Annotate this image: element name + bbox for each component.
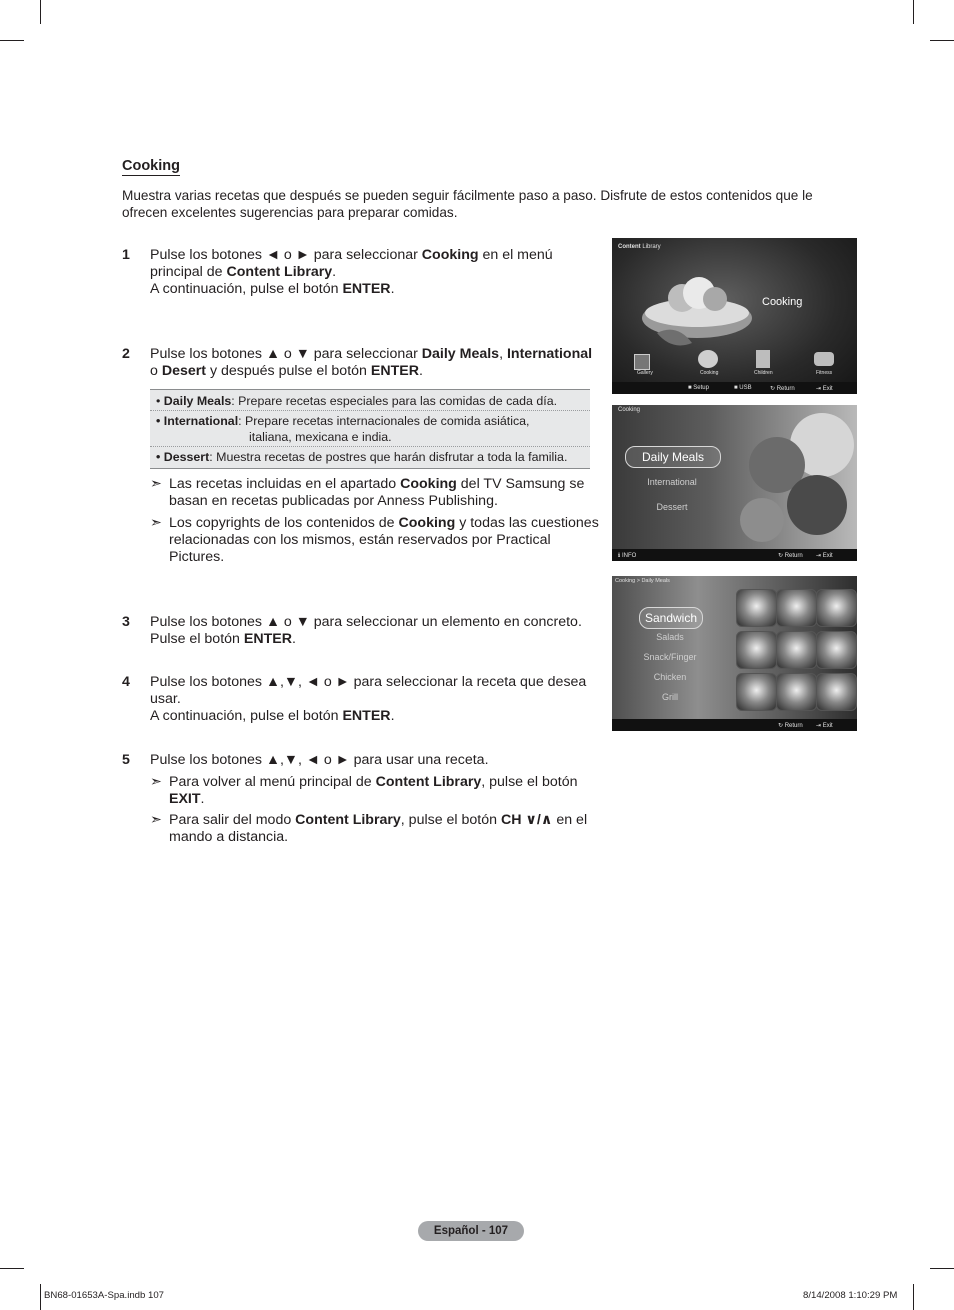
- info-keyword: • International: [156, 414, 239, 428]
- info-hint: ℹ INFO: [618, 553, 637, 559]
- menu-item-daily-meals[interactable]: Daily Meals: [625, 446, 721, 468]
- step-text: .: [390, 281, 395, 297]
- exit-hint: ⇥ Exit: [816, 386, 833, 392]
- screen-header: Cooking > Daily Meals: [615, 578, 670, 584]
- screenshot-content-library: [612, 238, 857, 394]
- info-row-daily-meals: [156, 394, 557, 409]
- step-text: Pulse los botones ▲ o ▼ para seleccionar: [150, 346, 422, 362]
- section-title: Cooking: [122, 158, 180, 174]
- info-row-dessert: [156, 450, 567, 465]
- info-row-international: [156, 414, 529, 429]
- icon-label-fitness: Fitness: [816, 370, 833, 376]
- recipe-thumbnail[interactable]: [736, 631, 777, 669]
- info-keyword: Daily Meals: [163, 394, 232, 408]
- crop-mark: [40, 0, 41, 24]
- note-ch: [150, 812, 600, 846]
- step-keyword: Cooking: [421, 247, 479, 263]
- menu-item-snack-finger[interactable]: Snack/Finger: [643, 652, 697, 662]
- divider: [150, 410, 590, 411]
- return-hint: ↻ Return: [770, 386, 795, 392]
- step-number: 3: [122, 614, 130, 630]
- note-text: .: [200, 791, 205, 807]
- recipe-thumbnail[interactable]: [776, 673, 817, 711]
- recipe-thumbnail[interactable]: [776, 589, 817, 627]
- menu-item-international[interactable]: International: [647, 477, 697, 487]
- step-text: Pulse los botones ▲ o ▼ para seleccionar un elemento en concreto.: [150, 614, 582, 630]
- step-5: [122, 752, 602, 769]
- exit-hint: ⇥ Exit: [816, 553, 833, 559]
- header-bold: Content: [618, 244, 641, 250]
- icon-label-children: Children: [754, 370, 773, 376]
- note-text: , pulse el botón: [400, 812, 501, 828]
- crop-mark: [930, 1268, 954, 1269]
- menu-item-dessert[interactable]: Dessert: [656, 502, 688, 512]
- step-keyword: International: [506, 346, 593, 362]
- note-text: y todas las cuestiones relacionadas con los mismos, están reservados por Practical Pictures.: [169, 515, 599, 565]
- note-text: Para volver al menú principal de: [169, 774, 376, 790]
- step-4: [122, 674, 612, 725]
- crop-mark: [0, 40, 24, 41]
- step-number: 1: [122, 247, 130, 263]
- menu-item-sandwich[interactable]: Sandwich: [639, 607, 703, 629]
- icon-label-gallery: Gallery: [637, 370, 653, 376]
- recipe-thumbnail[interactable]: [736, 673, 777, 711]
- note-keyword: CH: [500, 812, 526, 828]
- divider: [150, 446, 590, 447]
- note-text: del TV Samsung se basan en recetas publicadas por Anness Publishing.: [169, 476, 585, 509]
- note-text: Para salir del modo: [169, 812, 296, 828]
- return-hint: ↻ Return: [778, 723, 803, 729]
- note-arrow-icon: ➣: [150, 515, 162, 531]
- step-number: 5: [122, 752, 130, 768]
- menu-item-chicken[interactable]: Chicken: [653, 672, 687, 682]
- screen-button-bar: [612, 719, 857, 731]
- step-text: Pulse los botones ◄ o ► para seleccionar: [150, 247, 422, 263]
- step-keyword: ENTER: [370, 363, 419, 379]
- info-row-international-cont: italiana, mexicana e india.: [249, 430, 392, 444]
- recipe-thumbnail[interactable]: [816, 673, 857, 711]
- cooking-bowl-image: [637, 263, 757, 353]
- note-arrow-icon: ➣: [150, 812, 162, 828]
- selected-category-label: Cooking: [762, 296, 803, 308]
- step-text: .: [332, 264, 337, 280]
- info-keyword: • Dessert: [156, 450, 210, 464]
- menu-item-salads[interactable]: Salads: [656, 632, 684, 642]
- cooking-icon[interactable]: [698, 350, 718, 368]
- screenshot-cooking-menu: [612, 405, 857, 561]
- step-text: principal de: [150, 264, 227, 280]
- info-text: : Muestra recetas de postres que harán disfrutar a toda la familia.: [209, 450, 568, 464]
- step-text: usar.: [150, 691, 181, 707]
- step-keyword: Desert: [161, 363, 207, 379]
- crop-mark: [40, 1284, 41, 1310]
- gallery-icon[interactable]: [634, 354, 650, 370]
- file-info: BN68-01653A-Spa.indb 107: [44, 1290, 165, 1301]
- intro-paragraph: Muestra varias recetas que después se pueden seguir fácilmente paso a paso. Disfrute de estos contenidos que le ofrecen excelentes sugerencias para preparar comidas.: [122, 188, 813, 220]
- options-info-box: [150, 389, 590, 469]
- note-arrow-icon: ➣: [150, 774, 162, 790]
- screen-button-bar: [612, 549, 857, 561]
- step-keyword: ENTER: [342, 708, 391, 724]
- step-text: o: [150, 363, 162, 379]
- note-text: , pulse el botón: [481, 774, 578, 790]
- screen-button-bar: [612, 382, 857, 394]
- step-keyword: ENTER: [342, 281, 391, 297]
- recipe-thumbnail[interactable]: [776, 631, 817, 669]
- step-text: A continuación, pulse el botón: [150, 281, 343, 297]
- step-text: .: [291, 631, 296, 647]
- crop-mark: [913, 0, 914, 24]
- step-2: [122, 346, 602, 380]
- note-keyword: Content Library: [295, 812, 401, 828]
- step-keyword: Daily Meals: [421, 346, 500, 362]
- step-keyword: ENTER: [243, 631, 292, 647]
- print-date: 8/14/2008 1:10:29 PM: [803, 1290, 898, 1301]
- note-text: Las recetas incluidas en el apartado: [169, 476, 401, 492]
- note-keyword: Cooking: [398, 515, 456, 531]
- exit-hint: ⇥ Exit: [816, 723, 833, 729]
- note-keyword: Cooking: [400, 476, 457, 492]
- step-text: Pulse el botón: [150, 631, 244, 647]
- info-text: : Prepare recetas especiales para las comidas de cada día.: [231, 394, 558, 408]
- setup-hint: ■ Setup: [688, 385, 709, 391]
- note-exit: [150, 774, 600, 808]
- note-anness: [150, 476, 600, 510]
- recipe-thumbnail[interactable]: [816, 589, 857, 627]
- bullet: •: [156, 394, 164, 408]
- step-text: ,: [499, 346, 507, 362]
- crop-mark: [930, 40, 954, 41]
- step-number: 2: [122, 346, 130, 362]
- header-text: Library: [640, 244, 661, 250]
- note-text: en el mando a distancia.: [169, 812, 588, 845]
- step-text: Pulse los botones ▲,▼, ◄ o ► para usar una receta.: [150, 752, 489, 768]
- crop-mark: [913, 1284, 914, 1310]
- step-text: .: [390, 708, 395, 724]
- note-keyword: Content Library: [375, 774, 482, 790]
- menu-item-grill[interactable]: Grill: [662, 692, 678, 702]
- step-number: 4: [122, 674, 130, 690]
- step-1: [122, 247, 602, 298]
- step-keyword: Content Library: [226, 264, 333, 280]
- note-copyright: [150, 515, 600, 566]
- step-text: y después pulse el botón: [206, 363, 371, 379]
- screenshot-daily-meals: [612, 576, 857, 731]
- note-arrow-icon: ➣: [150, 476, 162, 492]
- salad-image: [722, 405, 857, 549]
- step-text: A continuación, pulse el botón: [150, 708, 343, 724]
- fitness-icon[interactable]: [814, 352, 834, 366]
- step-text: Pulse los botones ▲,▼, ◄ o ► para seleccionar la receta que desea: [150, 674, 587, 690]
- recipe-thumbnail[interactable]: [736, 589, 777, 627]
- icon-label-cooking: Cooking: [700, 370, 719, 376]
- usb-hint: ■ USB: [734, 385, 752, 391]
- note-keyword: EXIT: [169, 791, 201, 807]
- page-number: Español - 107: [418, 1221, 524, 1241]
- screen-header: [618, 244, 661, 250]
- recipe-thumbnail[interactable]: [816, 631, 857, 669]
- children-icon[interactable]: [756, 350, 770, 368]
- step-3: [122, 614, 612, 648]
- screen-header: Cooking: [618, 407, 641, 413]
- return-hint: ↻ Return: [778, 553, 803, 559]
- crop-mark: [0, 1268, 24, 1269]
- info-text: : Prepare recetas internacionales de comida asiática,: [238, 414, 530, 428]
- ch-up-down-icon: ∨/∧: [525, 812, 553, 828]
- step-text: .: [418, 363, 423, 379]
- step-text: en el menú: [478, 247, 553, 263]
- note-text: Los copyrights de los contenidos de: [169, 515, 399, 531]
